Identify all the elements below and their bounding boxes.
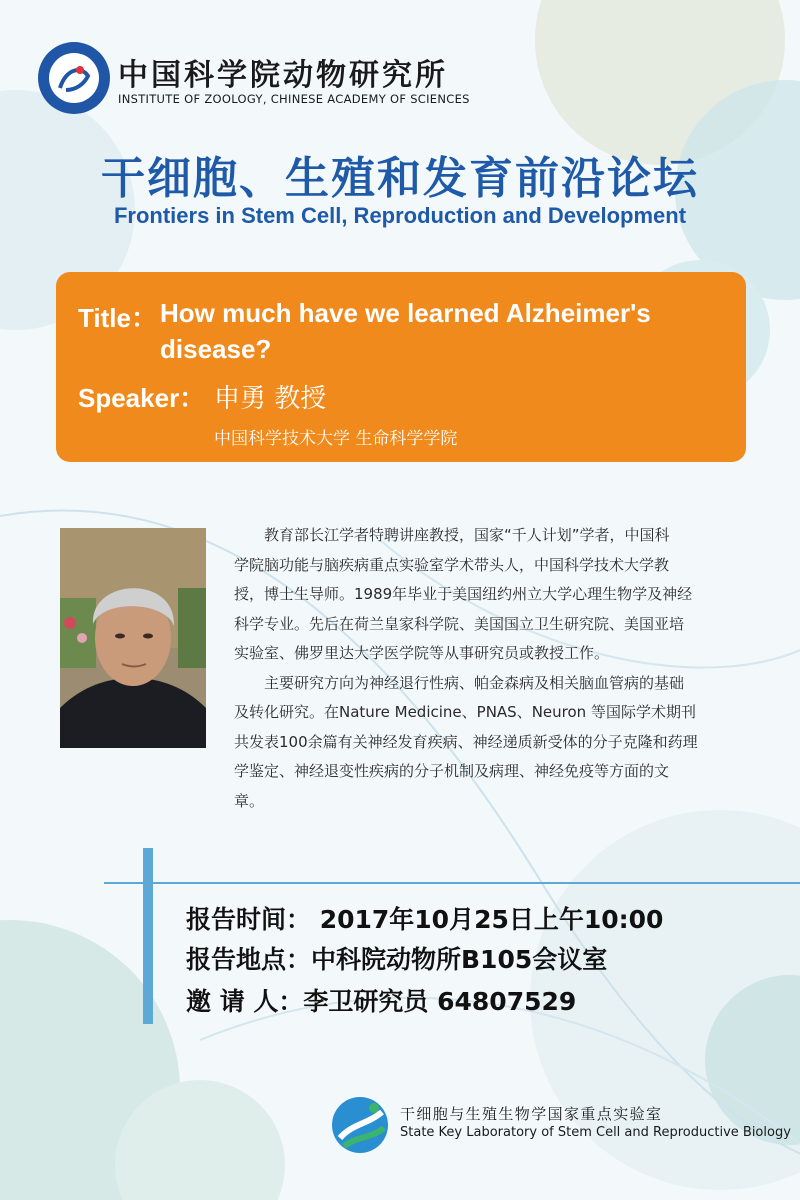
institute-name-cn: 中国科学院动物研究所 — [118, 58, 448, 93]
title-label: Title： — [78, 303, 157, 333]
info-divider-line — [104, 882, 800, 884]
bio-line: 授，博士生导师。1989年毕业于美国纽约州立大学心理生物学及神经 — [234, 585, 693, 603]
bio-line: 学院脑功能与脑疾病重点实验室学术带头人，中国科学技术大学教 — [234, 555, 670, 574]
bio-line: 及转化研究。在Nature Medicine、PNAS、Neuron 等国际学术期刊 — [234, 703, 696, 721]
bio-line: 共发表100余篇有关神经发育疾病、神经递质新受体的分子克隆和药理 — [234, 732, 698, 751]
speaker-name: 申勇 教授 — [214, 384, 327, 414]
report-location: 报告地点：中科院动物所B105会议室 — [186, 945, 608, 974]
bio-line: 实验室、佛罗里达大学医学院等从事研究员或教授工作。 — [234, 644, 610, 662]
bio-line: 教育部长江学者特聘讲座教授，国家“千人计划”学者，中国科 — [264, 526, 670, 544]
speaker-photo — [60, 528, 206, 748]
lab-name-cn: 干细胞与生殖生物学国家重点实验室 — [400, 1105, 663, 1123]
report-time: 报告时间： 2017年10月25日上午10:00 — [186, 905, 664, 934]
bio-line: 主要研究方向为神经退行性病、帕金森病及相关脑血管病的基础 — [264, 673, 685, 692]
forum-title-en: Frontiers in Stem Cell, Reproduction and Development — [113, 203, 687, 228]
bio-line: 学鉴定、神经退变性疾病的分子机制及病理、神经免疫等方面的文 — [234, 762, 670, 780]
report-host: 邀 请 人：李卫研究员 64807529 — [186, 987, 577, 1016]
lab-name-en: State Key Laboratory of Stem Cell and Reproductive Biology — [400, 1125, 791, 1140]
talk-title-line2: disease? — [160, 334, 272, 364]
lab-logo — [330, 1094, 390, 1156]
speaker-label: Speaker： — [78, 383, 206, 413]
talk-info-box — [56, 272, 746, 462]
speaker-affiliation: 中国科学技术大学 生命科学学院 — [214, 429, 458, 449]
bio-line: 章。 — [234, 791, 265, 810]
info-vertical-bar — [143, 848, 153, 1024]
institute-name-en: INSTITUTE OF ZOOLOGY, CHINESE ACADEMY OF SCIENCES — [118, 92, 470, 106]
talk-title-line1: How much have we learned Alzheimer's — [160, 298, 651, 328]
bio-paragraph-1 — [234, 521, 754, 669]
forum-title-cn: 干细胞、生殖和发育前沿论坛 — [101, 153, 699, 204]
bio-line: 科学专业。先后在荷兰皇家科学院、美国国立卫生研究院、美国亚培 — [234, 614, 685, 633]
speaker-bio — [234, 521, 754, 816]
bio-paragraph-2 — [234, 669, 754, 817]
institute-logo — [36, 40, 112, 116]
